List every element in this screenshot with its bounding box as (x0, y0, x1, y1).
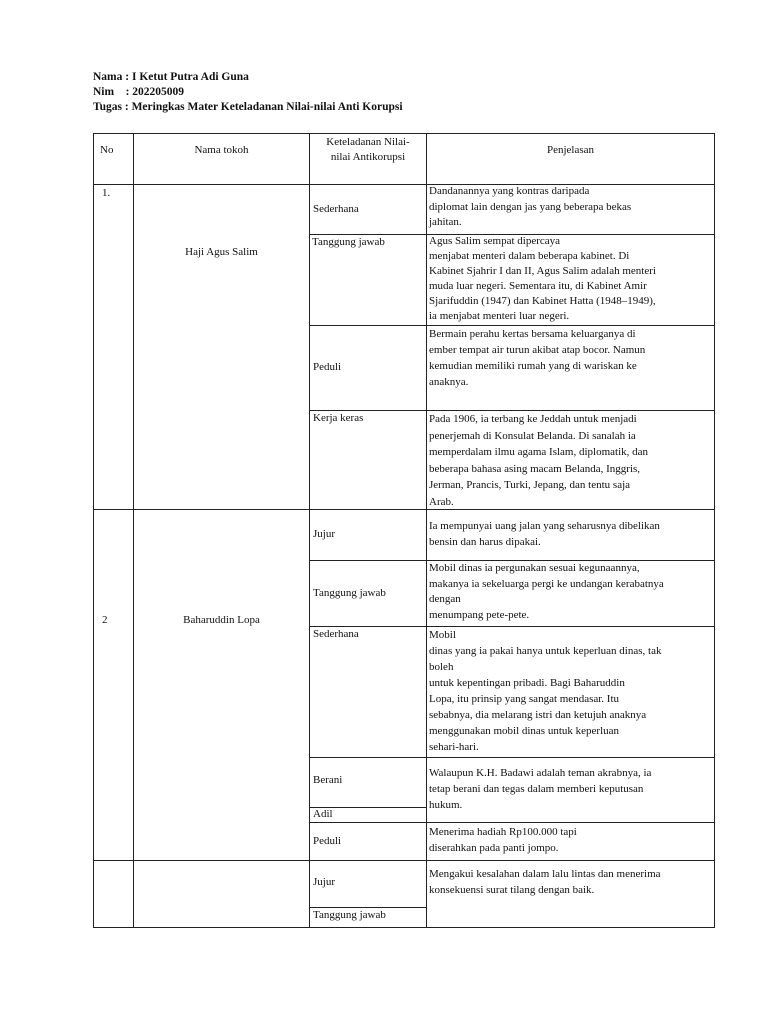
value-explanation: Ia mempunyai uang jalan yang seharusnya dibelikan bensin dan harus dipakai. (429, 520, 660, 548)
value-label: Sederhana (313, 628, 359, 640)
value-explanation: Agus Salim sempat dipercaya menjabat menteri dalam beberapa kabinet. Di Kabinet Sjahrir I dan II, Agus Salim adalah menteri muda luar negeri. Sementara itu, di Kabinet Amir Sjarifuddin (1947) dan Kabinet Hatta (1948–1949), ia menjabat menteri luar negeri. (429, 235, 656, 322)
row-divider (309, 757, 714, 758)
student-nim: Nim : 202205009 (93, 86, 185, 98)
value-label: Tanggung jawab (312, 236, 385, 248)
row-divider (93, 860, 715, 861)
table-border-left (93, 133, 94, 928)
value-explanation: Mobil dinas ia pergunakan sesuai kegunaannya, makanya ia sekeluarga pergi ke undangan kerabatnya dengan menumpang pete-pete. (429, 562, 664, 621)
table-border-right (714, 133, 715, 928)
value-label: Tanggung jawab (313, 909, 386, 921)
value-label: Adil (313, 808, 333, 820)
value-explanation: Bermain perahu kertas bersama keluarganya di ember tempat air turun akibat atap bocor. Namun kemudian memiliki rumah yang di wariskan ke anaknya. (429, 328, 646, 388)
value-explanation: Mengakui kesalahan dalam lalu lintas dan menerima konsekuensi surat tilang dengan baik. (429, 868, 661, 896)
value-label: Tanggung jawab (313, 587, 386, 599)
value-explanation: Mobil dinas yang ia pakai hanya untuk keperluan dinas, tak boleh untuk kepentingan pribadi. Bagi Baharuddin Lopa, itu prinsip yang sangat mendasar. Itu sebabnya, dia melarang istri dan ketujuh anaknya menggunakan mobil dinas untuk keperluan sehari-hari. (429, 629, 662, 753)
col-header-no: No (100, 144, 114, 156)
value-label: Berani (313, 774, 343, 786)
table-divider (309, 133, 310, 928)
value-label: Sederhana (313, 203, 359, 215)
table-divider (426, 133, 427, 928)
value-explanation: Pada 1906, ia terbang ke Jeddah untuk menjadi penerjemah di Konsulat Belanda. Di sanalah ia memperdalam ilmu agama Islam, diplomatik, dan beberapa bahasa asing macam Belanda, Inggris, Jerman, Prancis, Turki, Jepang, dan tentu saja Arab. (429, 413, 649, 508)
value-label: Jujur (313, 528, 335, 540)
table-border-bottom (93, 927, 715, 928)
row-no: 2 (102, 614, 108, 626)
assignment-title: Tugas : Meringkas Mater Keteladanan Nilai-nilai Anti Korupsi (93, 101, 403, 113)
col-header-nilai: Keteladanan Nilai- nilai Antikorupsi (326, 136, 410, 163)
value-explanation: Walaupun K.H. Badawi adalah teman akrabnya, ia tetap berani dan tegas dalam memberi keputusan hukum. (429, 767, 652, 811)
col-header-penjelasan: Penjelasan (546, 144, 595, 156)
figure-name: Baharuddin Lopa (183, 614, 260, 626)
col-header-tokoh: Nama tokoh (194, 144, 249, 156)
row-divider (309, 822, 714, 823)
value-explanation: Dandanannya yang kontras daripada diplomat lain dengan jas yang beberapa bekas jahitan. (429, 185, 632, 228)
value-label: Peduli (313, 361, 342, 373)
student-name: Nama : I Ketut Putra Adi Guna (93, 71, 249, 83)
table-border-top (93, 133, 715, 134)
value-label: Jujur (313, 876, 335, 888)
figure-name: Haji Agus Salim (185, 246, 258, 258)
row-no: 1. (102, 187, 111, 199)
value-label: Peduli (313, 835, 342, 847)
value-label: Kerja keras (313, 412, 364, 424)
value-explanation: Menerima hadiah Rp100.000 tapi diserahkan pada panti jompo. (429, 826, 577, 854)
